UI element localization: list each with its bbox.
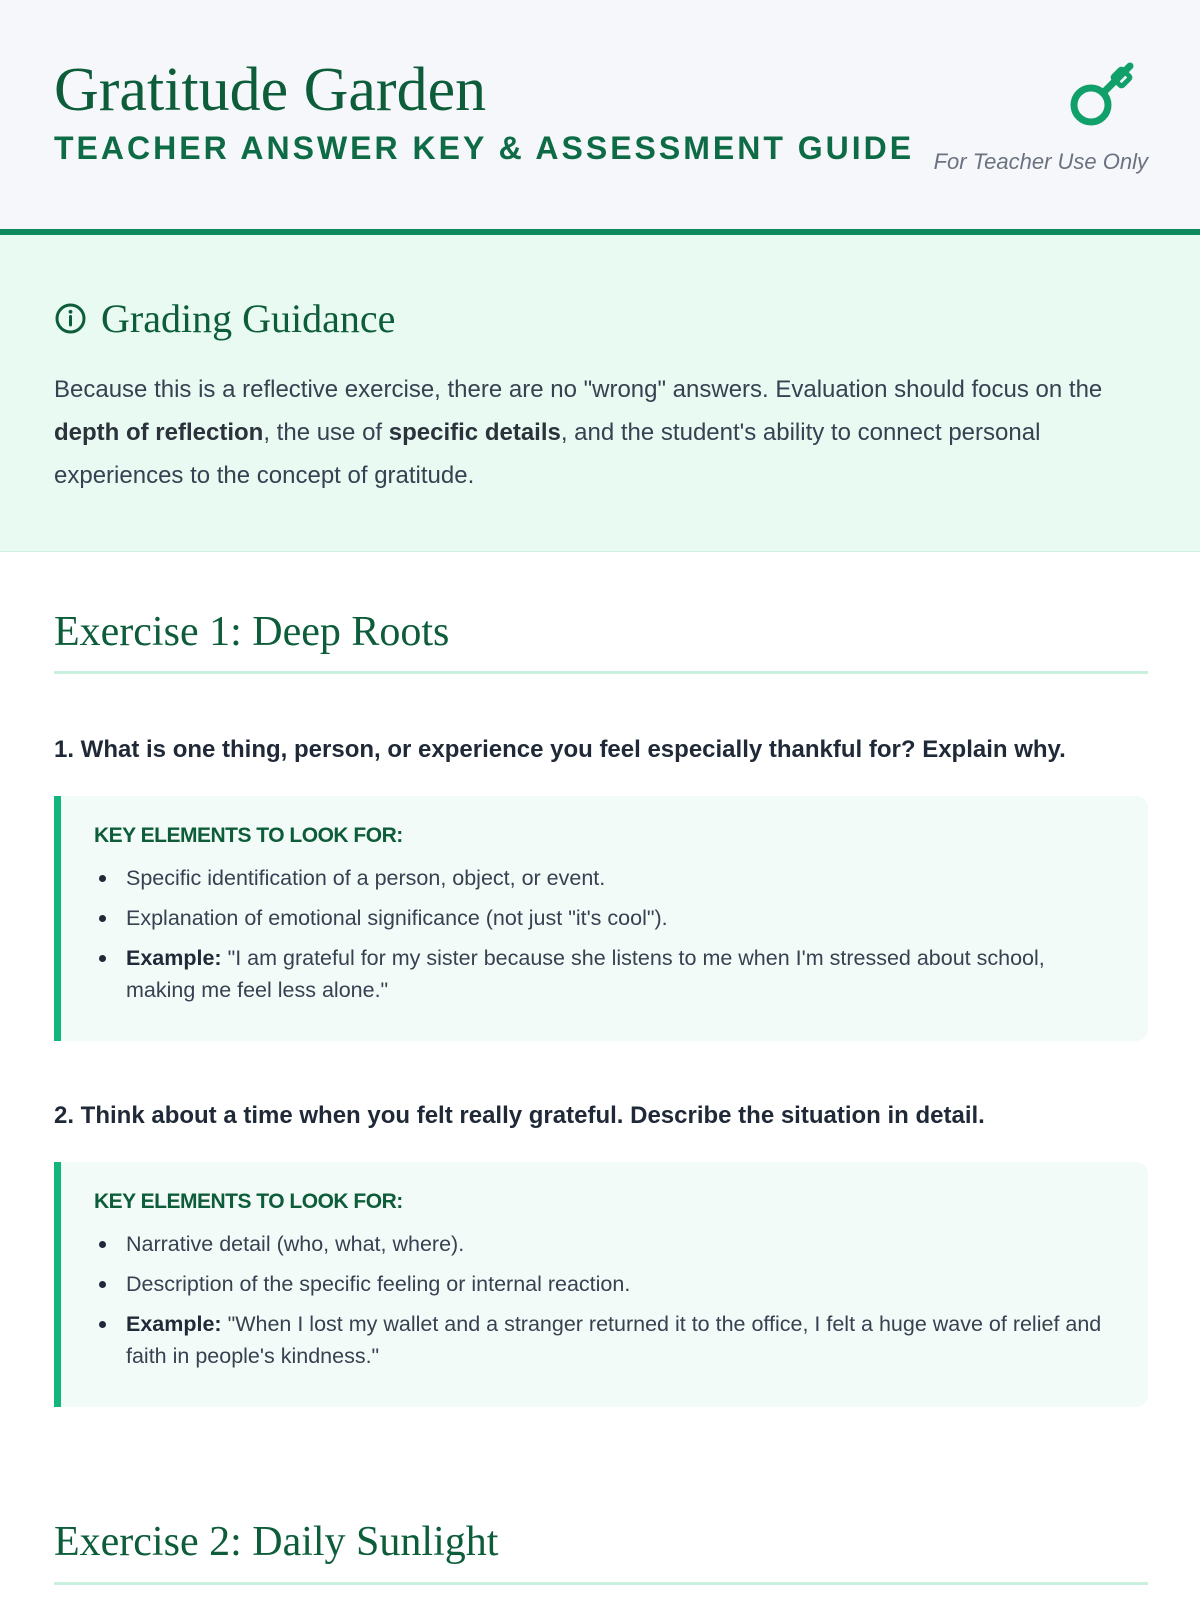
exercise-title: Exercise 2: Daily Sunlight xyxy=(54,1519,499,1565)
grading-guidance-section xyxy=(0,235,1200,552)
list-item: Description of the specific feeling or internal reaction. xyxy=(94,1268,1114,1300)
question-text: 1. What is one thing, person, or experience you feel especially thankful for? Explain why. xyxy=(54,736,1066,763)
example-text: "I am grateful for my sister because she listens to me when I'm stressed about school, making me feel less alone." xyxy=(126,946,1045,1002)
page-header xyxy=(0,0,1200,235)
guidance-heading xyxy=(54,295,395,342)
answer-key-box xyxy=(54,1162,1148,1407)
guidance-emphasis: specific details xyxy=(388,419,561,446)
guidance-text xyxy=(54,368,1154,497)
list-item-example xyxy=(94,1308,1114,1372)
list-item: Explanation of emotional significance (not just "it's cool"). xyxy=(94,902,1114,934)
key-elements-label: KEY ELEMENTS TO LOOK FOR: xyxy=(94,1190,403,1213)
page-subtitle: TEACHER ANSWER KEY & ASSESSMENT GUIDE xyxy=(54,130,915,166)
answer-key-box xyxy=(54,796,1148,1041)
key-elements-list xyxy=(94,1228,1114,1372)
info-icon xyxy=(54,302,87,335)
key-elements-label: KEY ELEMENTS TO LOOK FOR: xyxy=(94,824,403,847)
guidance-text-part: , the use of xyxy=(263,419,389,446)
example-label: Example: xyxy=(126,946,222,970)
teacher-use-note: For Teacher Use Only xyxy=(933,149,1148,174)
question-text: 2. Think about a time when you felt really grateful. Describe the situation in detail. xyxy=(54,1102,985,1129)
exercise-title: Exercise 1: Deep Roots xyxy=(54,609,450,655)
exercise-divider xyxy=(54,1582,1148,1585)
guidance-text-part: , and the student's ability to connect personal experiences to the concept of gratitude. xyxy=(54,419,1041,489)
list-item: Specific identification of a person, object, or event. xyxy=(94,862,1114,894)
guidance-title: Grading Guidance xyxy=(101,296,396,341)
example-text: "When I lost my wallet and a stranger returned it to the office, I felt a huge wave of relief and faith in people's kindness." xyxy=(126,1312,1102,1368)
guidance-text-part: Because this is a reflective exercise, there are no "wrong" answers. Evaluation should focus on the xyxy=(54,376,1103,403)
guidance-emphasis: depth of reflection xyxy=(54,419,264,446)
key-elements-list xyxy=(94,862,1114,1006)
exercise-divider xyxy=(54,671,1148,674)
example-label: Example: xyxy=(126,1312,222,1336)
page-title: Gratitude Garden xyxy=(54,56,487,124)
key-icon xyxy=(1068,55,1144,131)
list-item: Narrative detail (who, what, where). xyxy=(94,1228,1114,1260)
list-item-example xyxy=(94,942,1114,1006)
